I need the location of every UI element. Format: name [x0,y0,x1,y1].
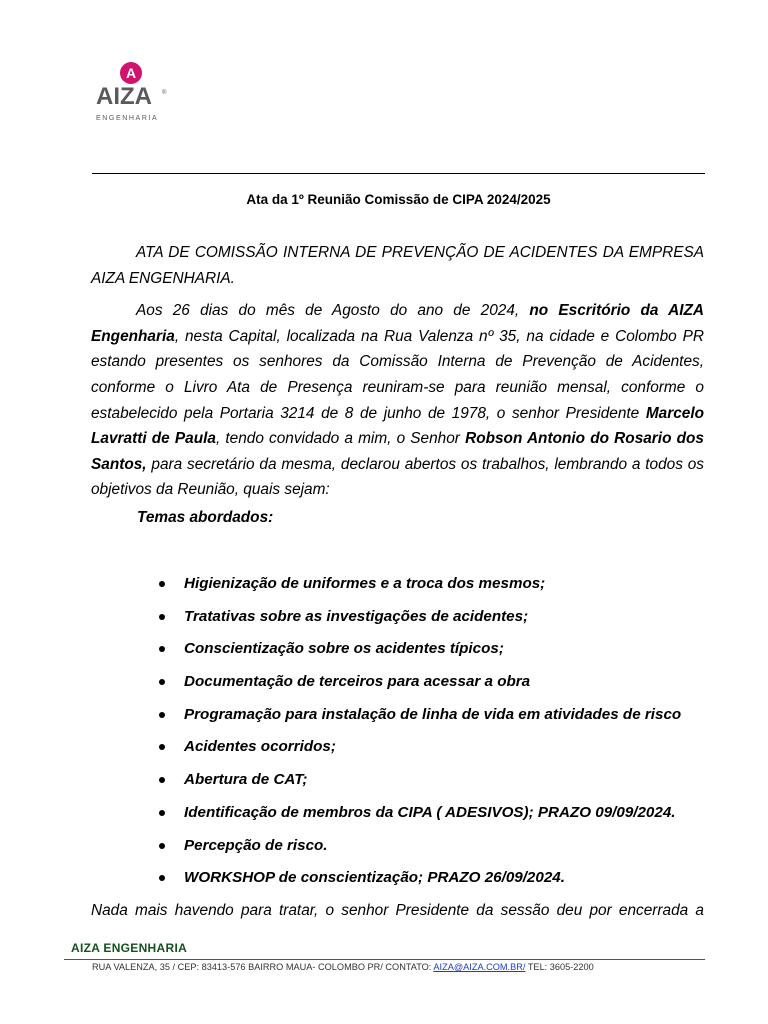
topic-text: Identificação de membros da CIPA ( ADESIVOS); PRAZO 09/09/2024. [184,803,676,821]
meeting-text-1: Aos 26 dias do mês de Agosto do ano de 2024, [136,302,530,320]
topic-item [140,731,720,764]
topic-item [140,666,720,699]
bullet-icon [159,875,165,881]
bullet-icon [159,777,165,783]
bullet-icon [159,810,165,816]
aiza-logo-mark [92,56,172,126]
topic-item [140,568,720,601]
topic-item [140,601,720,634]
bullet-icon [159,646,165,652]
meeting-text-2: , nesta Capital, localizada na Rua Valenza nº 35, na cidade e Colombo PR estando presentes os senhores da Comissão Interna de Prevenção de Acidentes, conforme o Livro Ata de Presença reuniram-se para reunião mensal, conforme o estabelecido pela Portaria 3214 de 8 de junho de 1978, o senhor Presidente [91,327,704,422]
bullet-icon [159,843,165,849]
bullet-icon [159,581,165,587]
topic-text: Higienização de uniformes e a troca dos mesmos; [184,575,546,592]
topic-text: Percepção de risco. [184,836,328,854]
bullet-icon [159,614,165,620]
footer-address-text: RUA VALENZA, 35 / CEP: 83413-576 BAIRRO MAUA- COLOMBO PR/ CONTATO: [92,962,434,972]
logo-registered-mark: ® [162,90,167,96]
topic-text: Conscientização sobre os acidentes típicos; [184,640,504,658]
header-divider [92,173,705,174]
bullet-icon [159,679,165,685]
topic-text: Documentação de terceiros para acessar a obra [184,673,531,691]
footer-email-link[interactable]: AIZA@AIZA.COM.BR/ [433,962,526,972]
logo-tagline: ENGENHARIA [96,115,159,122]
logo-badge-letter: A [125,65,137,81]
company-logo [92,56,172,126]
meeting-text-4: para secretário da mesma, declarou abertos os trabalhos, lembrando a todos os objetivos da Reunião, quais sejam: [91,455,704,499]
meeting-text-3: , tendo convidado a mim, o Senhor [215,430,466,448]
meeting-paragraph [91,298,704,503]
secretary-name: Robson Antonio do Rosario dos Santos, [91,430,704,473]
topic-item [140,764,720,797]
footer-address [92,962,594,972]
topic-item [140,633,720,666]
topic-text: Acidentes ocorridos; [184,738,336,756]
topic-text: Programação para instalação de linha de vida em atividades de risco [184,705,682,723]
topic-item [140,830,720,863]
topics-list [140,568,720,895]
topic-text: WORKSHOP de conscientização; PRAZO 26/09/2024. [184,869,565,887]
document-title: Ata da 1º Reunião Comissão de CIPA 2024/2025 [246,192,551,207]
footer-company-name: AIZA ENGENHARIA [71,941,188,955]
closing-text: Nada mais havendo para tratar, o senhor Presidente da sessão deu por encerrada a [91,902,704,919]
logo-wordmark: AIZA [96,83,152,110]
intro-paragraph: ATA DE COMISSÃO INTERNA DE PREVENÇÃO DE ACIDENTES DA EMPRESA AIZA ENGENHARIA. [91,244,704,287]
document-body [91,240,704,503]
topic-item [140,797,720,830]
president-name: Marcelo Lavratti de Paula [91,404,704,448]
topics-heading: Temas abordados: [137,509,274,526]
footer-phone: TEL: 3605-2200 [525,962,594,972]
meeting-location: no Escritório da AIZA Engenharia [91,302,704,345]
footer-divider [64,959,705,960]
bullet-icon [159,712,165,718]
topic-text: Abertura de CAT; [184,771,308,789]
topic-item [140,699,720,732]
bullet-icon [159,744,165,750]
topic-text: Tratativas sobre as investigações de acidentes; [184,607,529,625]
topic-item [140,862,720,895]
